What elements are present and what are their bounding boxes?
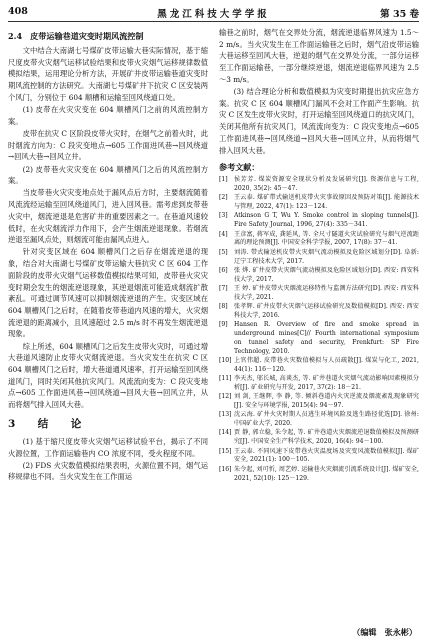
page-header <box>8 6 419 20</box>
reference-text: 王彦富, 蒋军成, 龚延风, 等. 全尺寸隧道火灾试验研究与烟气逆流距离的理论预测[J]. 中国安全科学学报, 2007, 17(8): 37－41. <box>234 230 419 247</box>
reference-number: [9] <box>219 321 228 329</box>
reference-item <box>219 393 419 411</box>
reference-text: 贾 静, 郭立稳, 朱令起, 等. 矿井巷道火灾烟流逆退数值模拟及预测研究[J]. 中国安全生产科学技术, 2020, 16(4): 94－100. <box>234 429 419 446</box>
reference-item <box>219 176 419 194</box>
paragraph: 综上所述，604 顺槽风门之后发生皮带火灾时，可通过增大巷道风速防止皮带火灾烟流逆退。当火灾发生在抗灾 C 区 604 顺槽风门之后时，增大巷道通风速率，打开运输至回风绕道风门，同时关闭其他抗灾风门。风流流向变为：C 段灾变地点→605 工作面进风巷→回风绕道→回风大巷→回风立井，从而将烟气排入回风大巷。 <box>8 341 208 410</box>
references-list <box>219 176 419 483</box>
reference-item <box>219 303 419 321</box>
reference-text: 刘 剑, 王继辉, 李 静, 等. 倾斜巷道内火灾逆流及烟流紊乱现象研究[J]. 安全与环境学报, 2015(4): 94－97. <box>234 393 419 410</box>
reference-item <box>219 249 419 267</box>
paragraph: (1) 皮带在火灾灾变在 604 顺槽风门之前的风流控制方案。 <box>8 105 208 126</box>
reference-text: Atkinson G T, Wu Y. Smoke control in sloping tunnels[J]. Fire Safety Journal, 1996, 27(4): 335－341. <box>234 212 419 229</box>
references-heading: 参考文献： <box>219 162 260 173</box>
reference-text: Hansen R. Overview of fire and smoke spread in underground mines[C]// Fourth international symposium on tunnel safety and security, Frenkfurt: SP Fire Technology, 2010. <box>234 321 419 355</box>
reference-number: [14] <box>219 429 232 437</box>
reference-number: [8] <box>219 303 228 310</box>
paragraph: 皮带在抗灾 C 区阶段皮带火灾时，在烟气之前着火时，此时烟流方向为：C 段灾变地点→605 工作面进风巷→回风绕道→回风大巷→回风立井。 <box>8 128 208 162</box>
reference-text: 王云泰. 不同风速下皮带巷火灾温度场及灾变风流数值模拟[J]. 煤矿安全, 2021(1): 100－105. <box>234 447 419 464</box>
reference-item <box>219 212 419 230</box>
reference-number: [5] <box>219 248 228 256</box>
paragraph: 当皮带巷火灾灾变地点处于漏风点后方时，主要烟流随着风流流经运输至回风绕道风门，进入回风巷。需考虑到皮带巷火灾中，烟流逆退是危害矿井的重要因素之一。在巷道风速较低时，在火灾烟流浮力作用下，会产生烟流逆退现象。若烟流逆退至漏风点处，则烟流可能由漏风点进入。 <box>8 188 208 245</box>
reference-item <box>219 267 419 285</box>
reference-number: [4] <box>219 230 228 238</box>
reference-item <box>219 321 419 357</box>
reference-item <box>219 231 419 249</box>
journal-title: 黑龙江科技大学学报 <box>157 9 270 20</box>
reference-text: 张 烨. 矿井皮带火灾烟气流动模拟及危险区域划分[D]. 西安: 西安科技大学, 2017. <box>234 266 419 283</box>
page-number: 408 <box>8 6 28 17</box>
reference-item <box>219 375 419 393</box>
reference-text: 张孝辉. 矿井皮带火灾烟气运移试验研究及数值模拟[D]. 西安: 西安科技大学, 2016. <box>234 303 419 319</box>
paragraph: (2) 皮带巷火灾灾变在 604 顺槽风门之后的风流控制方案。 <box>8 164 208 186</box>
reference-text: 侯芳芳. 煤炭资源安全现状分析及发展研究[J]. 资源信息与工程, 2020, 35(2): 45－47. <box>234 176 419 193</box>
reference-number: [10] <box>219 357 232 365</box>
reference-text: 上官伟超. 皮带巷火灾数值模拟与人员疏散[J]. 煤炭与化工, 2021, 44(1): 116－120. <box>234 357 419 373</box>
reference-item <box>219 285 419 303</box>
header-rule <box>8 21 419 22</box>
reference-number: [7] <box>219 284 228 292</box>
reference-text: 沈云海. 矿井火灾时期人员逃生环境风险及逃生路径优选[D]. 徐州: 中国矿业大学, 2020. <box>234 411 419 428</box>
reference-text: 王云泰. 煤矿带式输送机皮带火灾事故原因及预防对策[J]. 能源技术与管理, 2022, 47(1): 123－124. <box>234 194 419 211</box>
reference-item <box>219 466 419 484</box>
reference-item <box>219 194 419 212</box>
reference-number: [1] <box>219 176 228 184</box>
paragraph: (1) 基于缩尺度皮带火灾烟气运移试验平台，揭示了不同火源位置，工作面运输巷内 CO 浓度不同，受火程度不同。 <box>8 436 208 458</box>
paragraph: 输巷之前时，烟气在交界处分流，烟流逆退临界风速为 1.5～2 m/s。当火灾发生在工作面运输巷之后时，烟气沿皮带运输大巷运移至回风大巷，逆退的烟气在交界处分流，一部分运移至工作面运输巷，一部分继续逆退，烟流逆退临界风速为 2.5～3 m/s。 <box>219 28 419 84</box>
reference-item <box>219 448 419 466</box>
reference-item <box>219 429 419 447</box>
paragraph: 文中结合大南湖七号煤矿皮带运输大巷实际情况，基于缩尺度皮带火灾烟气运移试验结果和皮带火灾烟气运移规律数值模拟结果，运用理论分析方法，开展矿井皮带运输巷道灾变时期风流控制的方法研究。大南湖七号煤矿井下抗灾 C 区安装两个风门，分别位于 604 顺槽和运输至回风绕道口处。 <box>8 46 208 102</box>
reference-item <box>219 411 419 429</box>
reference-number: [3] <box>219 212 228 220</box>
reference-number: [6] <box>219 266 228 274</box>
paragraph: (3) 结合理论分析和数值模拟为灾变时期提出抗灾应急方案。抗灾 C 区 604 顺槽风门漏风不会对工作面产生影响。抗灾 C 区发生皮带火灾时，打开运输至回风绕道口的抗灾风门，关闭其他所有抗灾风门，风流流向变为：C 段灾变地点→605 工作面进风巷→回风绕道→回风大巷→回风立井，从而将烟气排入回风大巷。 <box>219 87 419 155</box>
reference-number: [15] <box>219 447 232 455</box>
volume-label: 第 35 卷 <box>380 9 419 20</box>
reference-number: [11] <box>219 375 232 383</box>
reference-text: 李天杰, 邬长城, 高谈杰, 等. 矿井巷道火灾烟气流动影响因素模拟分析[J]. 矿业研究与开发, 2017, 37(2): 18－21. <box>234 375 419 392</box>
paragraph: (2) FDS 火灾数值模拟结果表明，火源位置不同，烟气运移规律也不同。当火灾发生在工作面运 <box>8 460 208 482</box>
right-column <box>219 27 419 484</box>
editor-note: （编辑 张永彬） <box>352 627 417 637</box>
left-column <box>8 27 208 484</box>
reference-number: [2] <box>219 194 228 202</box>
reference-number: [13] <box>219 411 232 419</box>
conclusion-heading: 3 结 论 <box>8 417 88 430</box>
reference-text: 朱令起, 刘可忻, 周艺婷. 运输巷火灾烟流引流系统设计[J]. 煤矿安全, 2021, 52(10): 125－129. <box>234 465 419 482</box>
paragraph: 针对灾变区域在 604 顺槽风门之后存在烟流逆退的现象，结合对大南湖七号煤矿皮带运输大巷抗灾 C 区 604 工作面阶段的皮带火灾烟气运移数值模拟结果可知，皮带巷火灾灾变时期会发生的烟流逆退现象，其逆退烟流可能造成烟流扩散紊乱。可通过调节风速可以抑制烟流逆退的产生。灾变区域在 604 顺槽风门之后时，在随着皮带巷道内风速的增大，火灾烟流逆退的距离减小，且风速超过 2.5 m/s 时不再发生烟流逆退现象。 <box>8 247 208 339</box>
reference-text: 王 婷. 矿井皮带火灾烟流运移特性与监测方法研究[D]. 西安: 西安科技大学, 2021. <box>234 284 419 301</box>
reference-item <box>219 357 419 375</box>
reference-number: [12] <box>219 393 232 401</box>
reference-number: [16] <box>219 465 232 473</box>
reference-text: 刘涛. 带式输送机皮带火灾烟气流动模拟及危险区域划分[D]. 阜新: 辽宁工程技术大学, 2017. <box>234 248 419 265</box>
section-heading-2-4: 2.4 皮带运输巷道灾变时期风流控制 <box>8 31 144 41</box>
